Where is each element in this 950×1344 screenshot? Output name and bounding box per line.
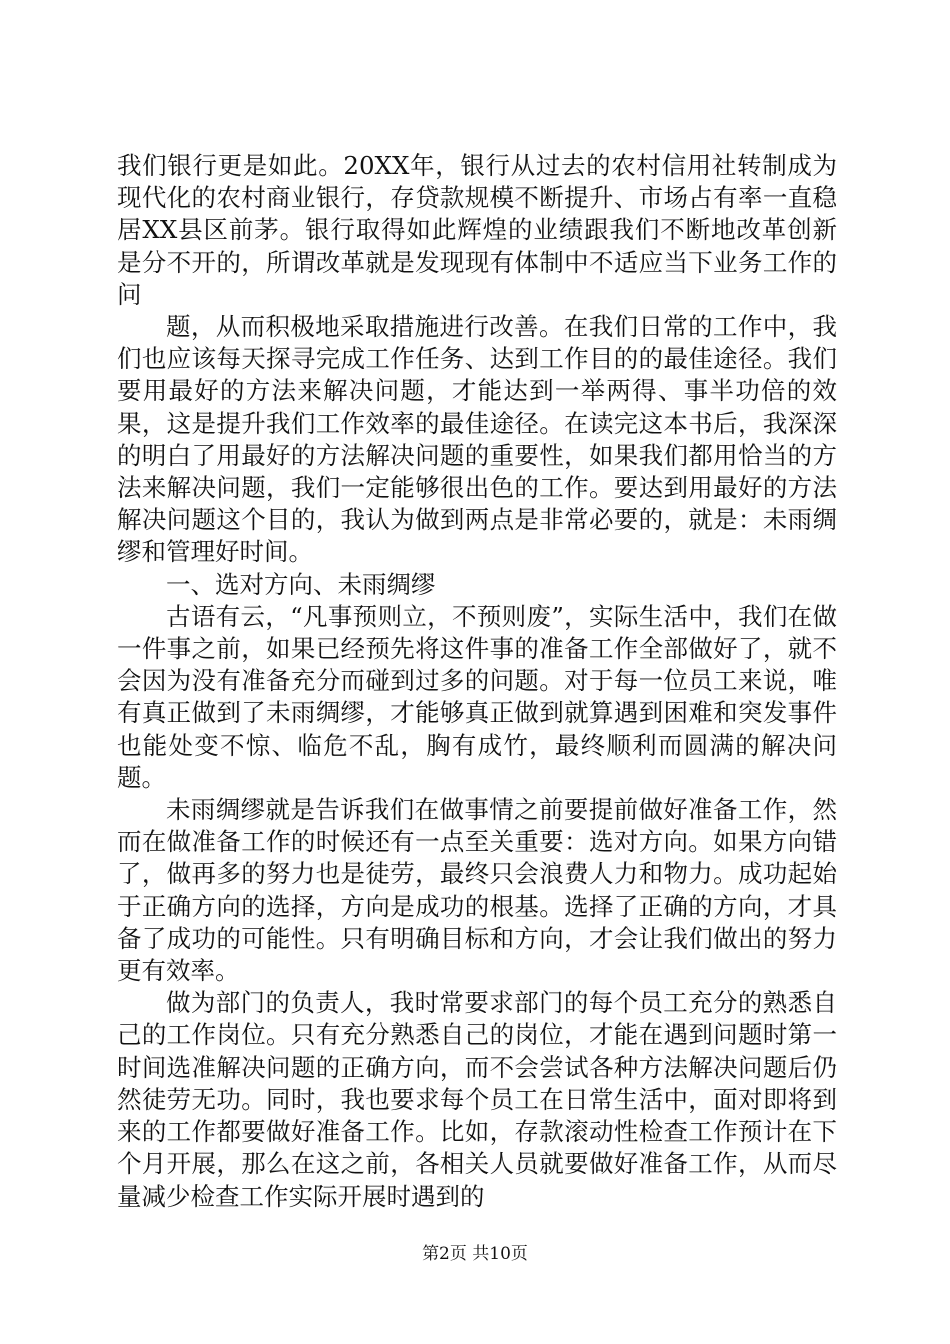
paragraph-3: 古语有云，“凡事预则立，不预则废”，实际生活中，我们在做一件事之前，如果已经预先将这件事的准备工作全部做好了，就不会因为没有准备充分而碰到过多的问题。对于每一位员工来说，唯有真正做到了未雨绸缪，才能够真正做到就算遇到困难和突发事件也能处变不惊、临危不乱，胸有成竹，最终顺利而圆满的解决问题。: [117, 601, 837, 792]
section-heading: 一、选对方向、未雨绸缪: [166, 569, 436, 599]
document-body: [117, 150, 837, 1213]
paragraph-2: 题，从而积极地采取措施进行改善。在我们日常的工作中，我们也应该每天探寻完成工作任务、达到工作目的的最佳途径。我们要用最好的方法来解决问题，才能达到一举两得、事半功倍的效果，这是提升我们工作效率的最佳途径。在读完这本书后，我深深的明白了用最好的方法解决问题的重要性，如果我们都用恰当的方法来解决问题，我们一定能够很出色的工作。要达到用最好的方法解决问题这个目的，我认为做到两点是非常必要的，就是：未雨绸缪和管理好时间。: [117, 312, 837, 567]
page-number-footer: 第2页 共10页: [422, 1244, 528, 1264]
paragraph-1: 我们银行更是如此。20XX年，银行从过去的农村信用社转制成为现代化的农村商业银行，存贷款规模不断提升、市场占有率一直稳居XX县区前茅。银行取得如此辉煌的业绩跟我们不断地改革创新是分不开的，所谓改革就是发现现有体制中不适应当下业务工作的问: [117, 151, 837, 309]
paragraph-4: 未雨绸缪就是告诉我们在做事情之前要提前做好准备工作，然而在做准备工作的时候还有一点至关重要：选对方向。如果方向错了，做再多的努力也是徒劳，最终只会浪费人力和物力。成功起始于正确方向的选择，方向是成功的根基。选择了正确的方向，才具备了成功的可能性。只有明确目标和方向，才会让我们做出的努力更有效率。: [117, 795, 837, 986]
paragraph-5: 做为部门的负责人，我时常要求部门的每个员工充分的熟悉自己的工作岗位。只有充分熟悉自己的岗位，才能在遇到问题时第一时间选准解决问题的正确方向，而不会尝试各种方法解决问题后仍然徒劳无功。同时，我也要求每个员工在日常生活中，面对即将到来的工作都要做好准备工作。比如，存款滚动性检查工作预计在下个月开展，那么在这之前，各相关人员就要做好准备工作，从而尽量减少检查工作实际开展时遇到的: [117, 988, 837, 1211]
